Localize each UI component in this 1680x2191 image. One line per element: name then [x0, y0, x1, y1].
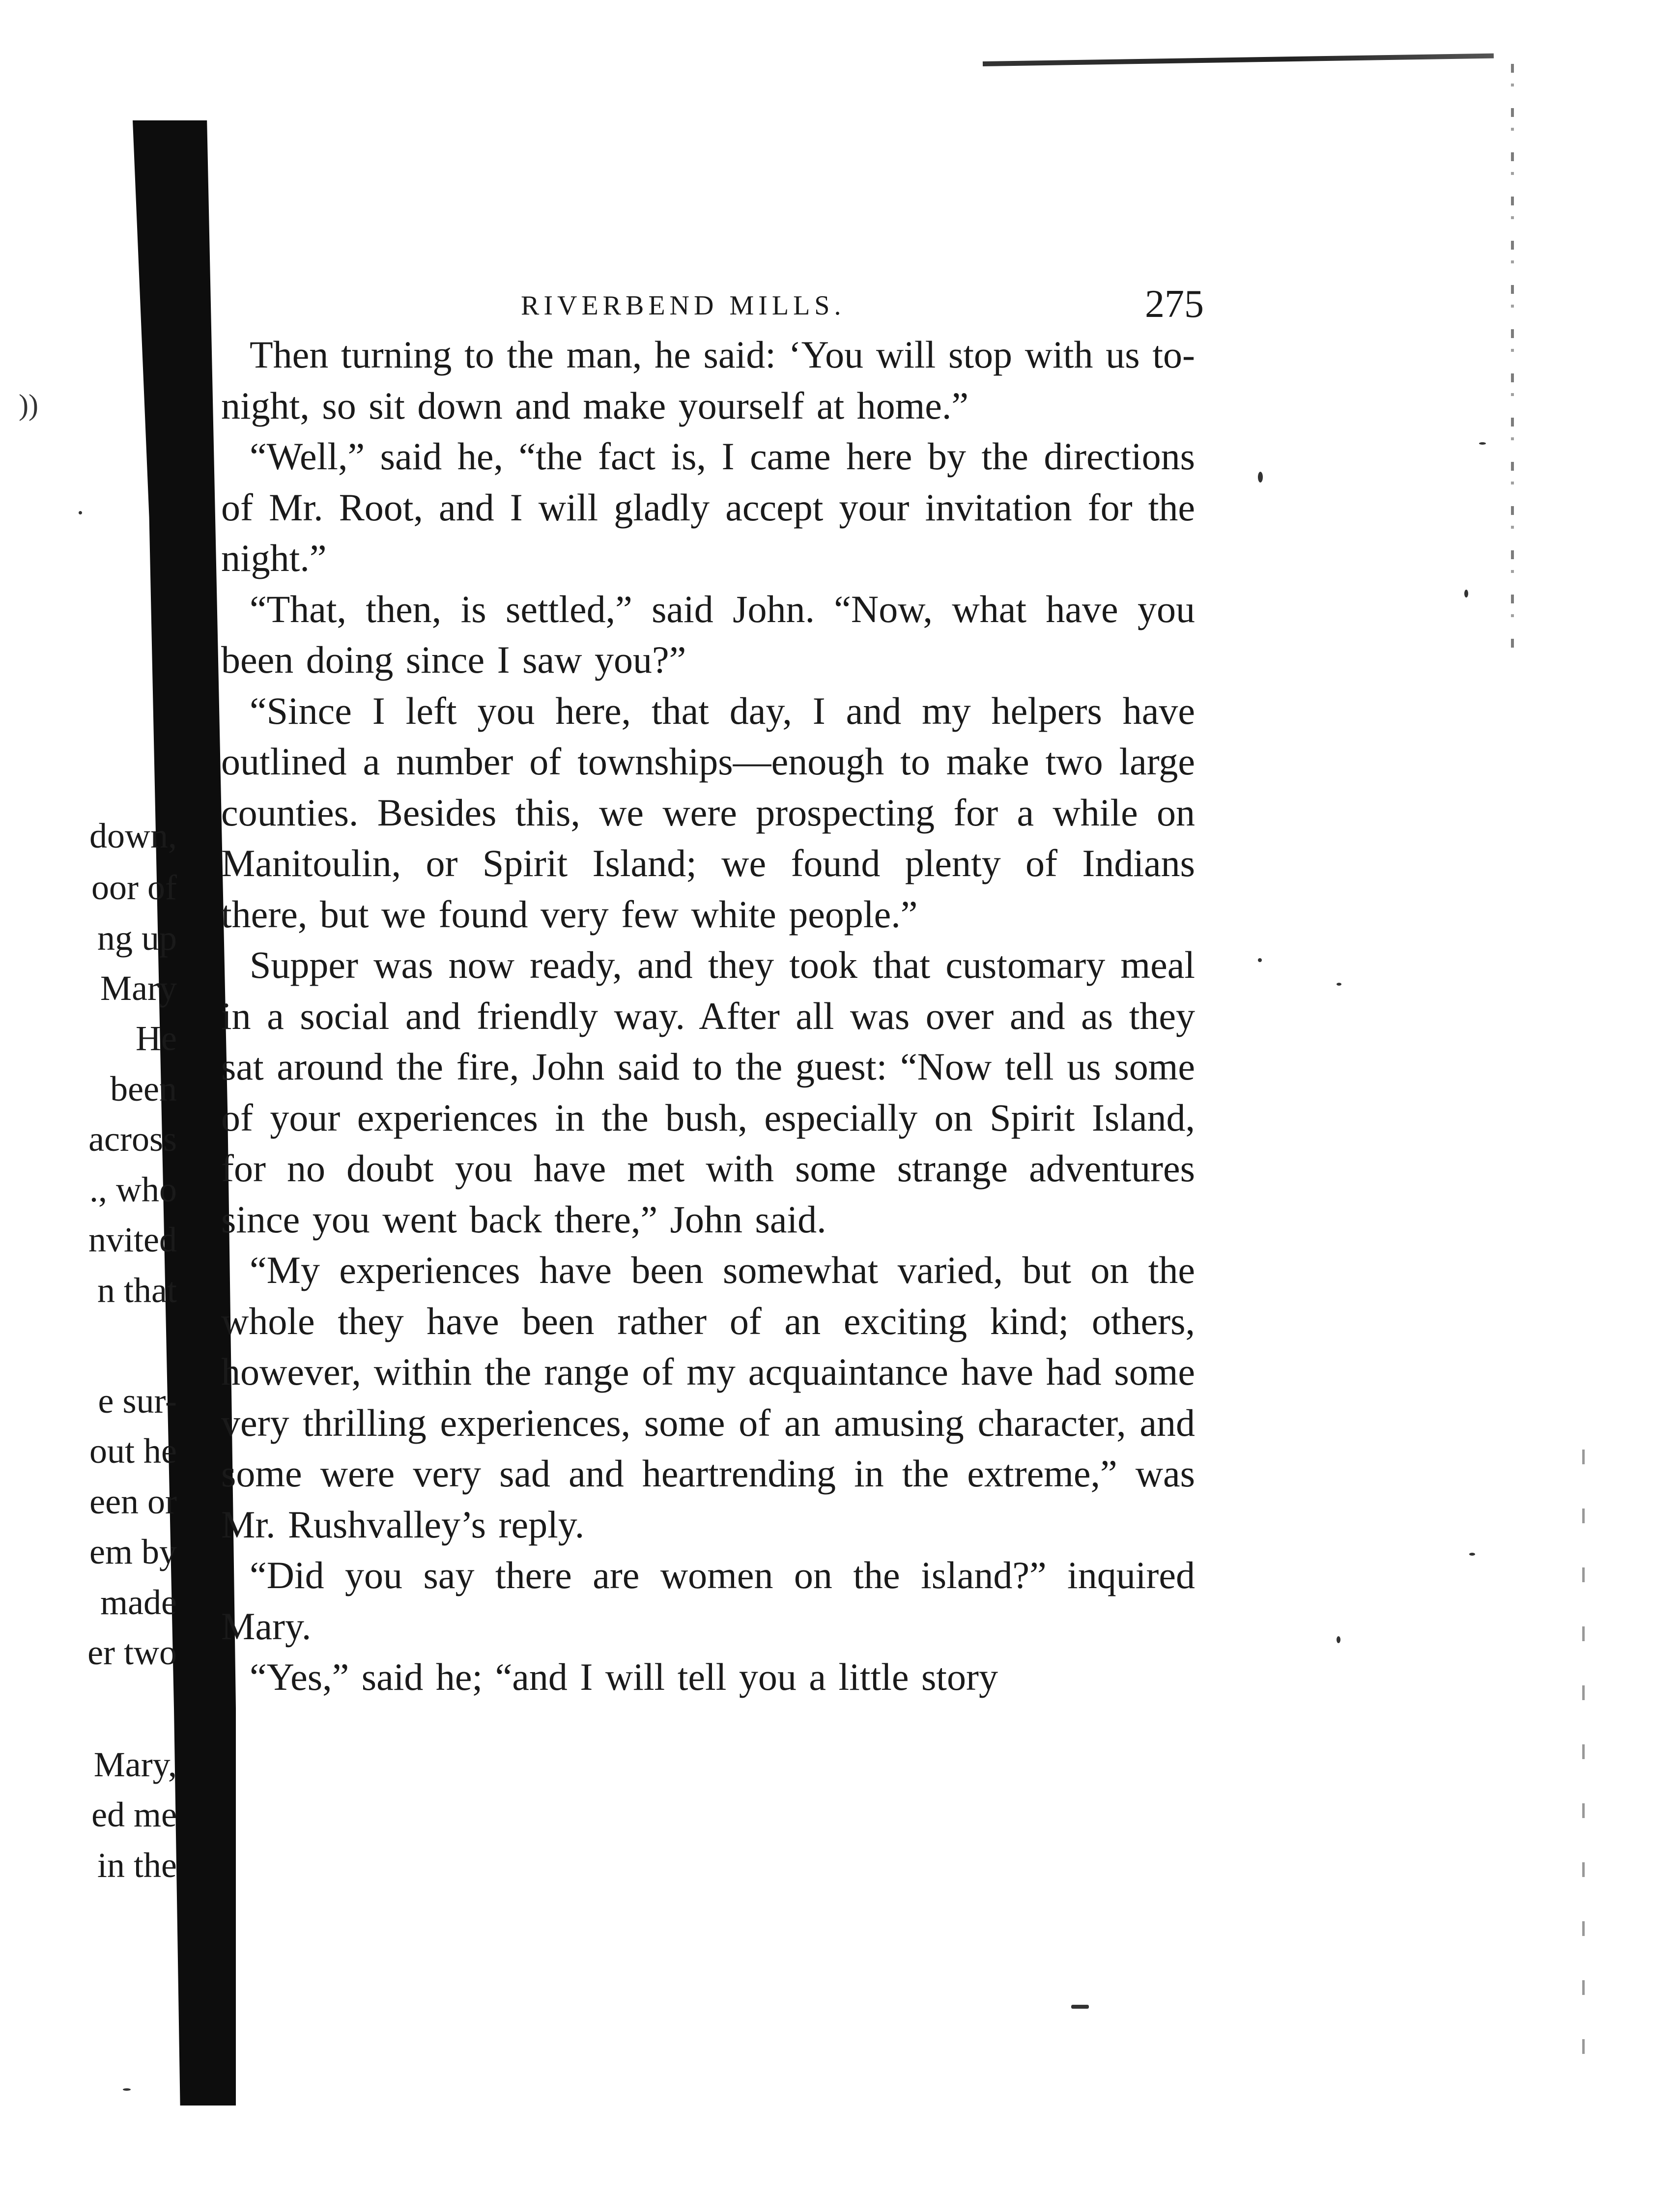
page-number: 275 [1145, 283, 1204, 326]
scan-speck [1464, 590, 1468, 598]
scan-speck [1469, 1553, 1475, 1556]
paragraph: “Well,” said he, “the fact is, I came here by the directions of Mr. Root, and I will gladly accept your invitation for the night.” [221, 435, 1195, 579]
facing-fragment: een or [89, 1482, 177, 1521]
facing-fragment: He [136, 1019, 177, 1058]
facing-fragment: down, [89, 816, 177, 855]
facing-fragment: e sur- [98, 1381, 177, 1421]
facing-fragment: ed me [91, 1795, 177, 1834]
facing-fragment: em by [89, 1532, 177, 1571]
running-title: RIVERBEND MILLS. [521, 290, 846, 321]
right-edge-marks-lower [1582, 1450, 1585, 2088]
paragraph: “Yes,” said he; “and I will tell you a little story [250, 1655, 998, 1698]
paragraph: “Did you say there are women on the island?” inquired Mary. [221, 1554, 1195, 1648]
facing-fragment: n that [97, 1271, 177, 1310]
scan-speck [79, 511, 82, 514]
facing-fragment: ., who [89, 1170, 177, 1209]
paragraph: “That, then, is settled,” said John. “Now, what have you been doing since I saw you?” [221, 587, 1195, 681]
scan-speck [1071, 2005, 1089, 2009]
facing-fragment: nvited [88, 1220, 177, 1259]
right-edge-marks [1511, 64, 1514, 654]
margin-mark: )) [19, 389, 38, 421]
scan-speck [123, 2088, 131, 2091]
paragraph: “Since I left you here, that day, I and my helpers have outlined a number of townships—enough to make two large counties. Besides this, we were prospecting for a while on Manitoulin, or Spirit Island; we found plenty of Indians there, but we found very few white people.” [221, 689, 1195, 936]
scan-speck [1479, 442, 1486, 445]
facing-fragment: Mary, [93, 1745, 177, 1784]
scan-speck [1258, 472, 1263, 483]
facing-fragment: been [110, 1069, 177, 1109]
scan-speck [1337, 1636, 1340, 1643]
paragraph: “My experiences have been somewhat varied, but on the whole they have been rather of an exciting kind; others, however, within the range of my acquaintance have had some very thrilling experiences, some of an amusing character, and some were very sad and heartrending in the extreme,” was Mr. Rushvalley’s reply. [221, 1249, 1195, 1546]
paragraph: Then turning to the man, he said: ‘You will stop with us to-night, so sit down and make yourself at home.” [221, 333, 1195, 427]
running-head [221, 275, 1204, 329]
facing-fragment: made [100, 1583, 177, 1622]
book-page [221, 275, 1204, 1703]
facing-fragment: er two [87, 1633, 177, 1672]
facing-fragment: out he [89, 1431, 177, 1471]
scan-speck [1337, 983, 1341, 986]
facing-fragment: across [88, 1119, 177, 1159]
facing-fragment: oor of [91, 868, 177, 907]
facing-fragment: Mary [100, 968, 177, 1008]
body-text [221, 329, 1195, 1703]
facing-fragment: ng up [97, 918, 177, 958]
facing-fragment: in the [97, 1846, 177, 1885]
top-edge-rule [983, 54, 1494, 66]
scan-speck [1258, 958, 1262, 962]
paragraph: Supper was now ready, and they took that customary meal in a social and friendly way. After all was over and as they sat around the fire, John said to the guest: “Now tell us some of your experiences in the bush, especially on Spirit Island, for no doubt you have met with some strange adventures since you went back there,” John said. [221, 943, 1195, 1241]
